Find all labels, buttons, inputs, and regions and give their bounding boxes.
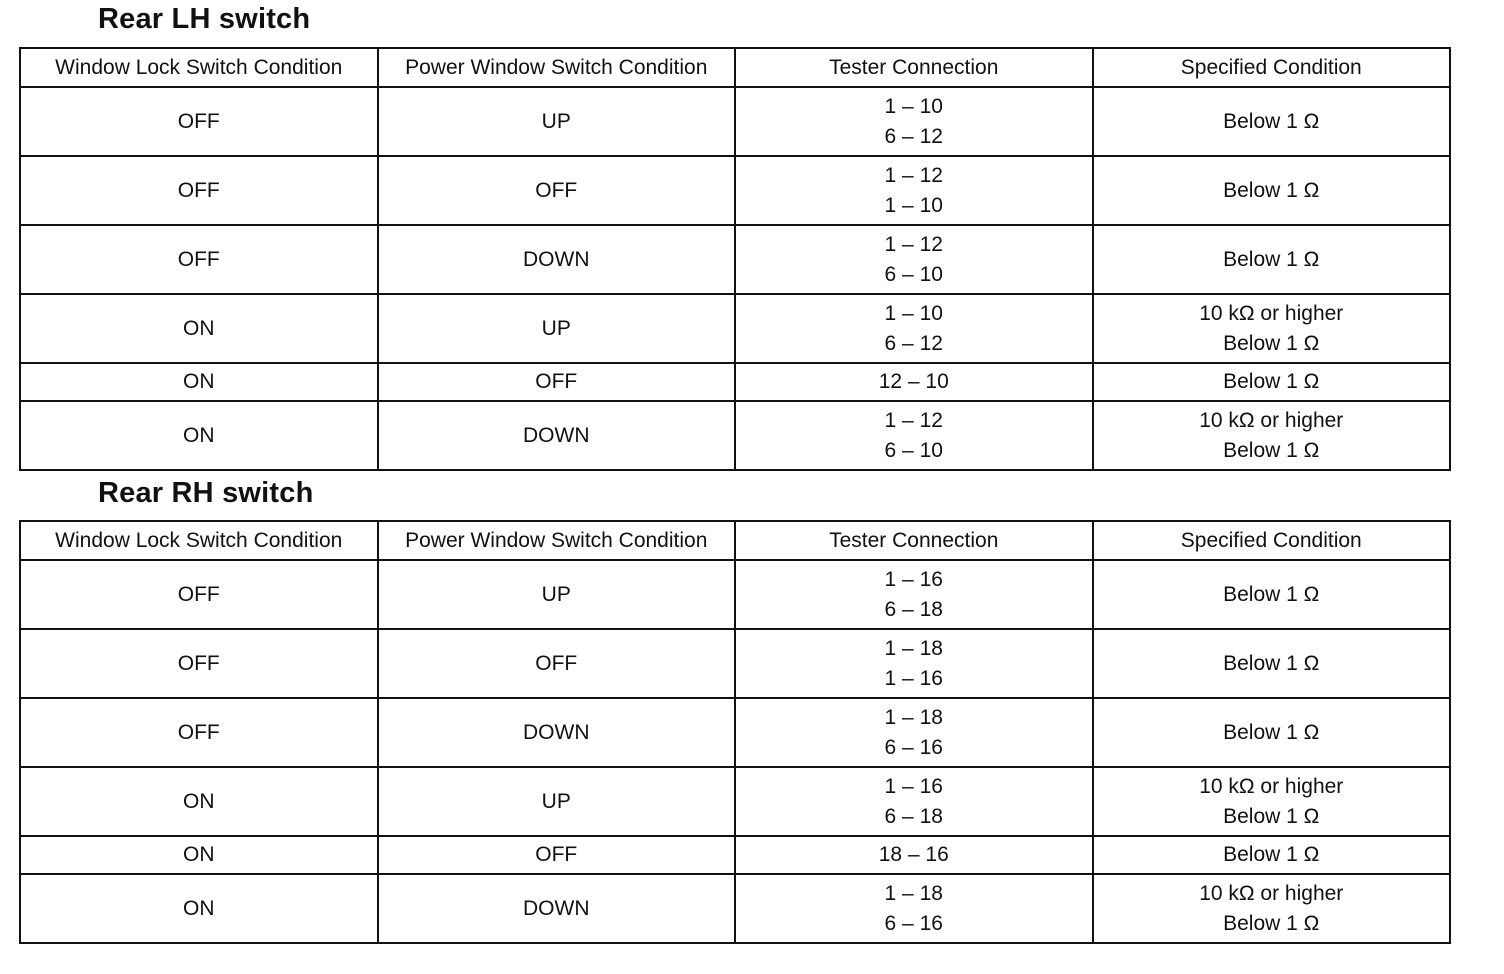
tester-connection-line: 1 – 18 [884,881,943,905]
lock-condition-cell: OFF [20,156,378,225]
power-condition-cell: UP [378,560,736,629]
tester-connection-cell [735,156,1093,225]
tester-connection-line: 1 – 16 [884,666,943,690]
tester-connection-line: 6 – 12 [884,124,943,148]
tester-connection-line: 1 – 10 [884,94,943,118]
header-tester-connection: Tester Connection [735,521,1093,560]
tester-connection-line: 1 – 12 [884,163,943,187]
tester-connection-line: 1 – 18 [884,705,943,729]
lock-condition-cell: ON [20,767,378,836]
table-row [20,363,1450,401]
tester-connection-line: 12 – 10 [878,370,949,393]
table-row [20,874,1450,943]
power-condition-cell: OFF [378,629,736,698]
table-header-row [20,48,1450,87]
tester-connection-cell [735,836,1093,874]
specified-condition-cell [1093,698,1451,767]
specified-condition-line: 10 kΩ or higher [1199,301,1344,325]
specified-condition-line: Below 1 Ω [1223,582,1320,606]
tester-connection-line: 6 – 18 [884,597,943,621]
specified-condition-cell [1093,767,1451,836]
tester-connection-line: 6 – 12 [884,331,943,355]
header-specified-condition: Specified Condition [1093,48,1451,87]
tester-connection-cell [735,401,1093,470]
table-row [20,767,1450,836]
tester-connection-cell [735,698,1093,767]
specified-condition-line: Below 1 Ω [1223,178,1320,202]
specified-condition-line: Below 1 Ω [1223,843,1320,866]
specified-condition-line: Below 1 Ω [1223,911,1320,935]
tester-connection-cell [735,87,1093,156]
tester-connection-line: 1 – 16 [884,567,943,591]
tester-connection-cell [735,294,1093,363]
lock-condition-cell: OFF [20,698,378,767]
table-row [20,156,1450,225]
tester-connection-line: 1 – 12 [884,232,943,256]
tester-connection-cell [735,767,1093,836]
specified-condition-line: Below 1 Ω [1223,720,1320,744]
tester-connection-line: 1 – 16 [884,774,943,798]
rear-lh-switch-title: Rear LH switch [98,3,311,35]
specified-condition-line: Below 1 Ω [1223,651,1320,675]
specified-condition-line: Below 1 Ω [1223,370,1320,393]
specified-condition-line: Below 1 Ω [1223,804,1320,828]
power-condition-cell: UP [378,87,736,156]
lock-condition-cell: ON [20,874,378,943]
power-condition-cell: DOWN [378,225,736,294]
header-power-window-switch-condition: Power Window Switch Condition [378,48,736,87]
table-row [20,401,1450,470]
specified-condition-cell [1093,836,1451,874]
specified-condition-line: 10 kΩ or higher [1199,408,1344,432]
tester-connection-line: 18 – 16 [878,843,949,866]
lock-condition-cell: ON [20,363,378,401]
power-condition-cell: OFF [378,156,736,225]
power-condition-cell: DOWN [378,401,736,470]
tester-connection-cell [735,225,1093,294]
header-window-lock-switch-condition: Window Lock Switch Condition [20,521,378,560]
specified-condition-cell [1093,294,1451,363]
tester-connection-line: 6 – 10 [884,262,943,286]
lock-condition-cell: ON [20,836,378,874]
table-row [20,294,1450,363]
lock-condition-cell: ON [20,401,378,470]
power-condition-cell: OFF [378,363,736,401]
power-condition-cell: UP [378,767,736,836]
specified-condition-cell [1093,874,1451,943]
specified-condition-cell [1093,156,1451,225]
header-power-window-switch-condition: Power Window Switch Condition [378,521,736,560]
lock-condition-cell: ON [20,294,378,363]
lock-condition-cell: OFF [20,629,378,698]
table-header-row [20,521,1450,560]
tester-connection-cell [735,874,1093,943]
power-condition-cell: DOWN [378,874,736,943]
specified-condition-line: 10 kΩ or higher [1199,881,1344,905]
specified-condition-cell [1093,363,1451,401]
tester-connection-line: 1 – 12 [884,408,943,432]
tester-connection-cell [735,560,1093,629]
specified-condition-cell [1093,225,1451,294]
tester-connection-line: 6 – 16 [884,911,943,935]
header-window-lock-switch-condition: Window Lock Switch Condition [20,48,378,87]
tester-connection-line: 6 – 10 [884,438,943,462]
specified-condition-line: Below 1 Ω [1223,438,1320,462]
rear-lh-switch-table [19,47,1451,471]
tester-connection-line: 1 – 10 [884,301,943,325]
power-condition-cell: OFF [378,836,736,874]
table-row [20,698,1450,767]
rear-rh-switch-title: Rear RH switch [98,477,314,509]
tester-connection-line: 6 – 16 [884,735,943,759]
power-condition-cell: UP [378,294,736,363]
lock-condition-cell: OFF [20,560,378,629]
header-specified-condition: Specified Condition [1093,521,1451,560]
tester-connection-line: 6 – 18 [884,804,943,828]
table-row [20,225,1450,294]
specified-condition-line: Below 1 Ω [1223,109,1320,133]
tester-connection-line: 1 – 10 [884,193,943,217]
table-row [20,629,1450,698]
lock-condition-cell: OFF [20,87,378,156]
specified-condition-line: 10 kΩ or higher [1199,774,1344,798]
specified-condition-cell [1093,87,1451,156]
rear-rh-switch-table [19,520,1451,944]
power-condition-cell: DOWN [378,698,736,767]
specified-condition-cell [1093,560,1451,629]
table-row [20,87,1450,156]
tester-connection-cell [735,629,1093,698]
header-tester-connection: Tester Connection [735,48,1093,87]
specified-condition-line: Below 1 Ω [1223,247,1320,271]
tester-connection-line: 1 – 18 [884,636,943,660]
tester-connection-cell [735,363,1093,401]
specified-condition-cell [1093,401,1451,470]
table-row [20,836,1450,874]
specified-condition-cell [1093,629,1451,698]
table-row [20,560,1450,629]
lock-condition-cell: OFF [20,225,378,294]
specified-condition-line: Below 1 Ω [1223,331,1320,355]
